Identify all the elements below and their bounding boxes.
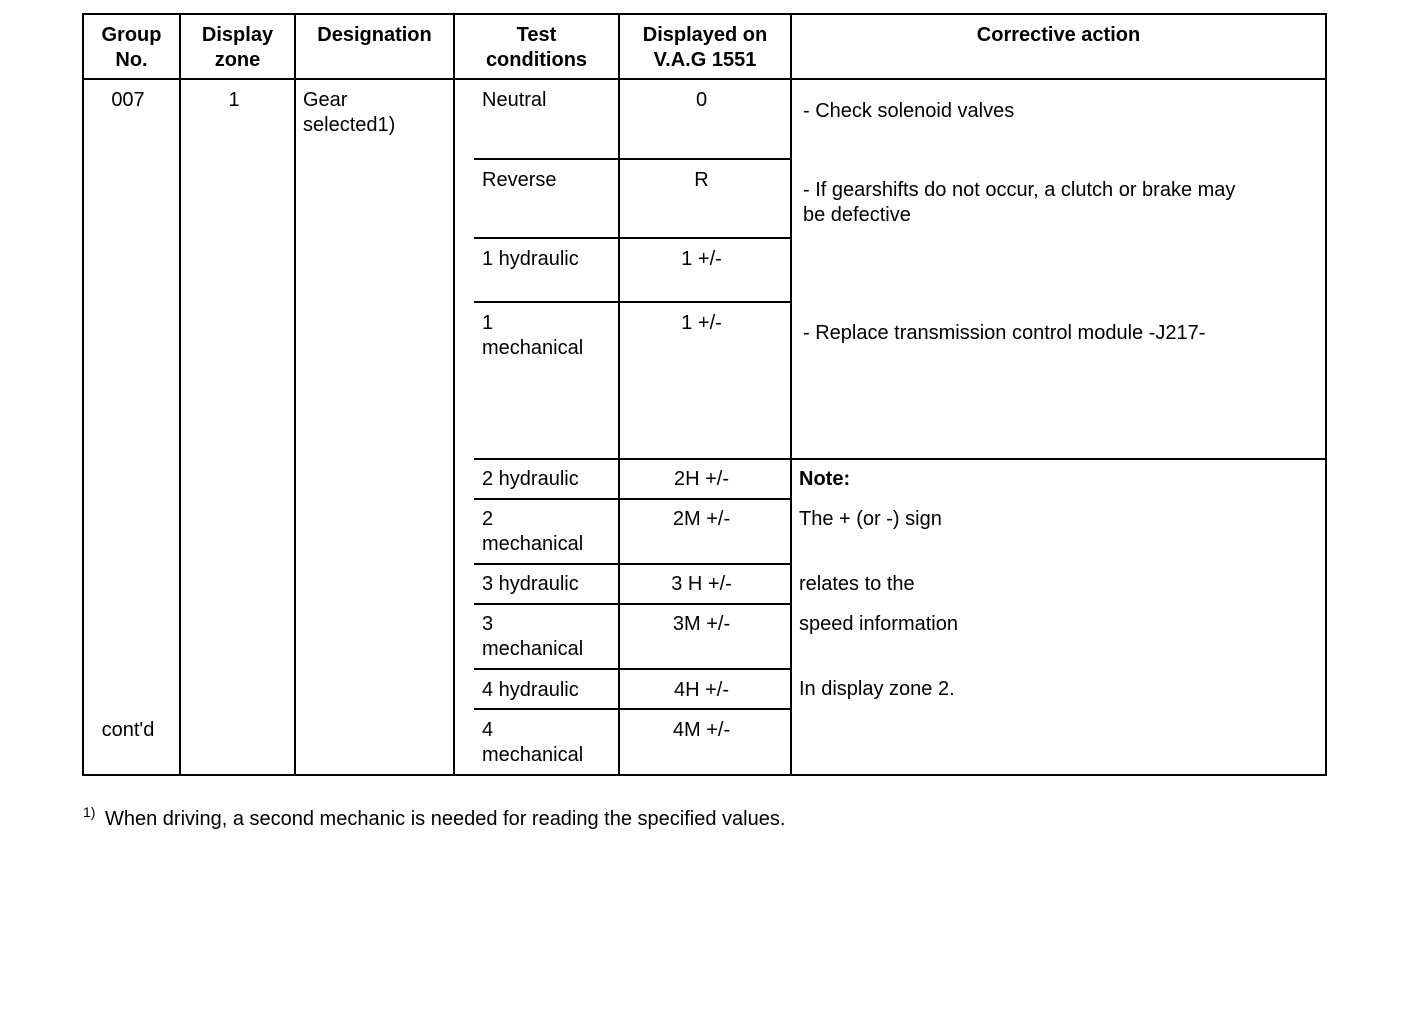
header-group-no-line1: Group — [101, 24, 162, 46]
condition-3-mechanical-line2: mechanical — [482, 638, 584, 660]
col-divider-designation — [453, 13, 455, 776]
col-divider-group — [179, 13, 181, 776]
header-designation: Designation — [317, 24, 432, 46]
header-corrective-action: Corrective action — [976, 24, 1141, 46]
note-title: Note: — [799, 468, 851, 490]
row-separator — [474, 158, 791, 160]
display-1-hydraulic: 1 +/- — [681, 248, 722, 270]
display-1-mechanical: 1 +/- — [681, 312, 722, 334]
row-separator — [474, 563, 791, 565]
display-2-hydraulic: 2H +/- — [673, 468, 730, 490]
action-replace-module: - Replace transmission control module -J217- — [803, 322, 1206, 344]
row-separator — [474, 237, 791, 239]
condition-1-hydraulic: 1 hydraulic — [482, 248, 579, 270]
row-separator — [474, 301, 791, 303]
footnote-marker: 1) — [83, 804, 96, 820]
display-4-mechanical: 4M +/- — [672, 719, 731, 741]
condition-2-mechanical-line1: 2 — [482, 508, 494, 530]
row-separator — [474, 708, 791, 710]
header-display-zone-line1: Display — [201, 24, 274, 46]
row-separator-note — [474, 458, 1327, 460]
note-line: relates to the — [799, 573, 915, 595]
row-separator — [474, 498, 791, 500]
display-3-mechanical: 3M +/- — [672, 613, 731, 635]
header-displayed-on-line2: V.A.G 1551 — [653, 49, 757, 71]
condition-2-hydraulic: 2 hydraulic — [482, 468, 579, 490]
display-reverse: R — [694, 169, 709, 191]
table-left-border — [82, 13, 84, 776]
condition-reverse: Reverse — [482, 169, 557, 191]
footnote-text: When driving, a second mechanic is needed for reading the specified values. — [105, 808, 786, 830]
condition-4-mechanical-line2: mechanical — [482, 744, 584, 766]
condition-4-hydraulic: 4 hydraulic — [482, 679, 579, 701]
condition-3-mechanical-line1: 3 — [482, 613, 494, 635]
note-line: In display zone 2. — [799, 678, 955, 700]
table-top-border — [82, 13, 1327, 15]
header-test-conditions-line2: conditions — [485, 49, 588, 71]
display-neutral: 0 — [695, 89, 708, 111]
table-bottom-border — [82, 774, 1327, 776]
display-3-hydraulic: 3 H +/- — [671, 573, 732, 595]
condition-1-mechanical-line1: 1 — [482, 312, 494, 334]
note-line: The + (or -) sign — [799, 508, 942, 530]
designation-line1: Gear — [303, 89, 348, 111]
designation-line2: selected1) — [303, 114, 396, 136]
condition-1-mechanical-line2: mechanical — [482, 337, 584, 359]
condition-3-hydraulic: 3 hydraulic — [482, 573, 579, 595]
table-right-border — [1325, 13, 1327, 776]
row-separator — [474, 603, 791, 605]
display-4-hydraulic: 4H +/- — [673, 679, 730, 701]
group-contd: cont'd — [101, 719, 155, 741]
display-2-mechanical: 2M +/- — [672, 508, 731, 530]
note-line: speed information — [799, 613, 958, 635]
action-gearshift-line1: - If gearshifts do not occur, a clutch or brake may — [803, 179, 1236, 201]
display-zone-value: 1 — [228, 89, 240, 111]
header-bottom-border — [82, 78, 1327, 80]
action-check-solenoid: - Check solenoid valves — [803, 100, 1015, 122]
action-gearshift-line2: be defective — [803, 204, 911, 226]
header-displayed-on-line1: Displayed on — [642, 24, 768, 46]
col-divider-displayed — [790, 13, 792, 776]
row-separator — [474, 668, 791, 670]
condition-neutral: Neutral — [482, 89, 547, 111]
header-display-zone-line2: zone — [214, 49, 261, 71]
group-number: 007 — [111, 89, 145, 111]
condition-2-mechanical-line2: mechanical — [482, 533, 584, 555]
col-divider-zone — [294, 13, 296, 776]
condition-4-mechanical-line1: 4 — [482, 719, 494, 741]
col-divider-conditions — [618, 13, 620, 776]
header-group-no-line2: No. — [115, 49, 148, 71]
header-test-conditions-line1: Test — [516, 24, 557, 46]
